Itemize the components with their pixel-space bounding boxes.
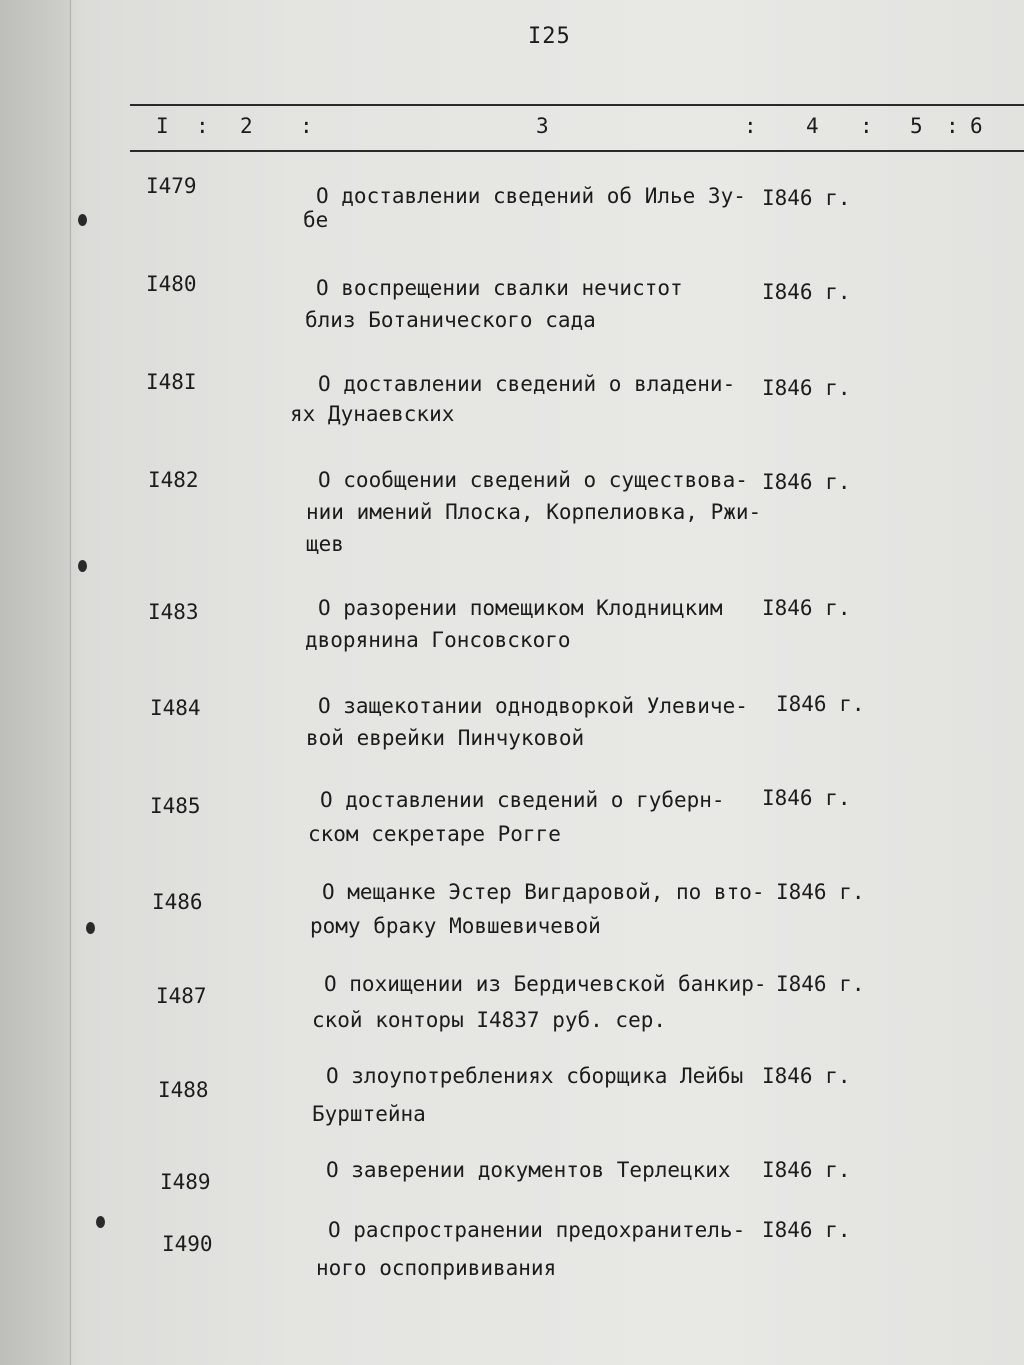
left-margin-strip [0,0,71,1365]
entry-title-line: близ Ботанического сада [305,308,596,332]
column-header-2: 2 [240,114,253,138]
entry-year: I846 г. [762,1064,851,1088]
entry-year: I846 г. [762,596,851,620]
entry-number: I488 [158,1078,209,1102]
entry-number: I485 [150,794,201,818]
column-header-4: 4 [806,114,819,138]
column-header-6: 6 [970,114,983,138]
entry-title-line: О разорении помещиком Клодницким [318,596,723,620]
entry-title-line: О доставлении сведений о владени- [318,372,736,396]
entry-year: I846 г. [776,880,865,904]
entry-year: I846 г. [762,186,851,210]
entry-title-line: О защекотании однодворкой Улевиче- [318,694,748,718]
entry-title-line: щев [306,532,344,556]
header-rule-top [130,104,1024,106]
entry-year: I846 г. [776,972,865,996]
entry-number: I483 [148,600,199,624]
entry-number: I487 [156,984,207,1008]
entry-number: I489 [160,1170,211,1194]
column-separator: : [860,114,873,138]
header-rule-bottom [130,150,1024,152]
column-separator: : [946,114,959,138]
column-separator: : [744,114,757,138]
binding-hole [78,214,87,226]
entry-title-line: нии имений Плоска, Корпелиовка, Ржи- [306,500,762,524]
entry-title-line: вой еврейки Пинчуковой [306,726,585,750]
column-separator: : [196,114,209,138]
entry-title-line: О похищении из Бердичевской банкир- [324,972,767,996]
entry-title-line: О распространении предохранитель- [328,1218,746,1242]
column-header-5: 5 [910,114,923,138]
column-header-1: I [156,114,169,138]
entry-title-line: ской конторы I4837 руб. сер. [312,1008,667,1032]
entry-year: I846 г. [762,376,851,400]
entry-title-line: ском секретаре Рогге [308,822,561,846]
entry-number: I490 [162,1232,213,1256]
entry-title-line: ного оспопрививания [316,1256,557,1280]
entry-title-line: бе [303,208,329,232]
entry-title-line: ях Дунаевских [290,402,455,426]
entry-title-line: О доставлении сведений об Илье Зу- [316,184,746,208]
entry-year: I846 г. [776,692,865,716]
entry-title-line: дворянина Гонсовского [305,628,571,652]
entry-number: I482 [148,468,199,492]
entry-number: I484 [150,696,201,720]
column-header-3: 3 [536,114,549,138]
binding-hole [78,560,87,572]
entry-year: I846 г. [762,280,851,304]
entry-title-line: О заверении документов Терлецких [326,1158,731,1182]
entry-title-line: О мещанке Эстер Вигдаровой, по вто- [322,880,765,904]
entry-year: I846 г. [762,1218,851,1242]
binding-hole [96,1216,105,1228]
entry-number: I48I [146,370,197,394]
entry-title-line: О доставлении сведений о губерн- [320,788,725,812]
column-separator: : [300,114,313,138]
entry-title-line: Бурштейна [312,1102,426,1126]
entry-year: I846 г. [762,786,851,810]
page-number: I25 [528,24,571,49]
entry-number: I479 [146,174,197,198]
entry-title-line: О сообщении сведений о существова- [318,468,748,492]
entry-year: I846 г. [762,470,851,494]
entry-number: I480 [146,272,197,296]
entry-number: I486 [152,890,203,914]
entry-title-line: О злоупотреблениях сборщика Лейбы [326,1064,744,1088]
entry-year: I846 г. [762,1158,851,1182]
binding-hole [86,922,95,934]
entry-title-line: рому браку Мовшевичевой [310,914,601,938]
entry-title-line: О воспрещении свалки нечистот [316,276,683,300]
